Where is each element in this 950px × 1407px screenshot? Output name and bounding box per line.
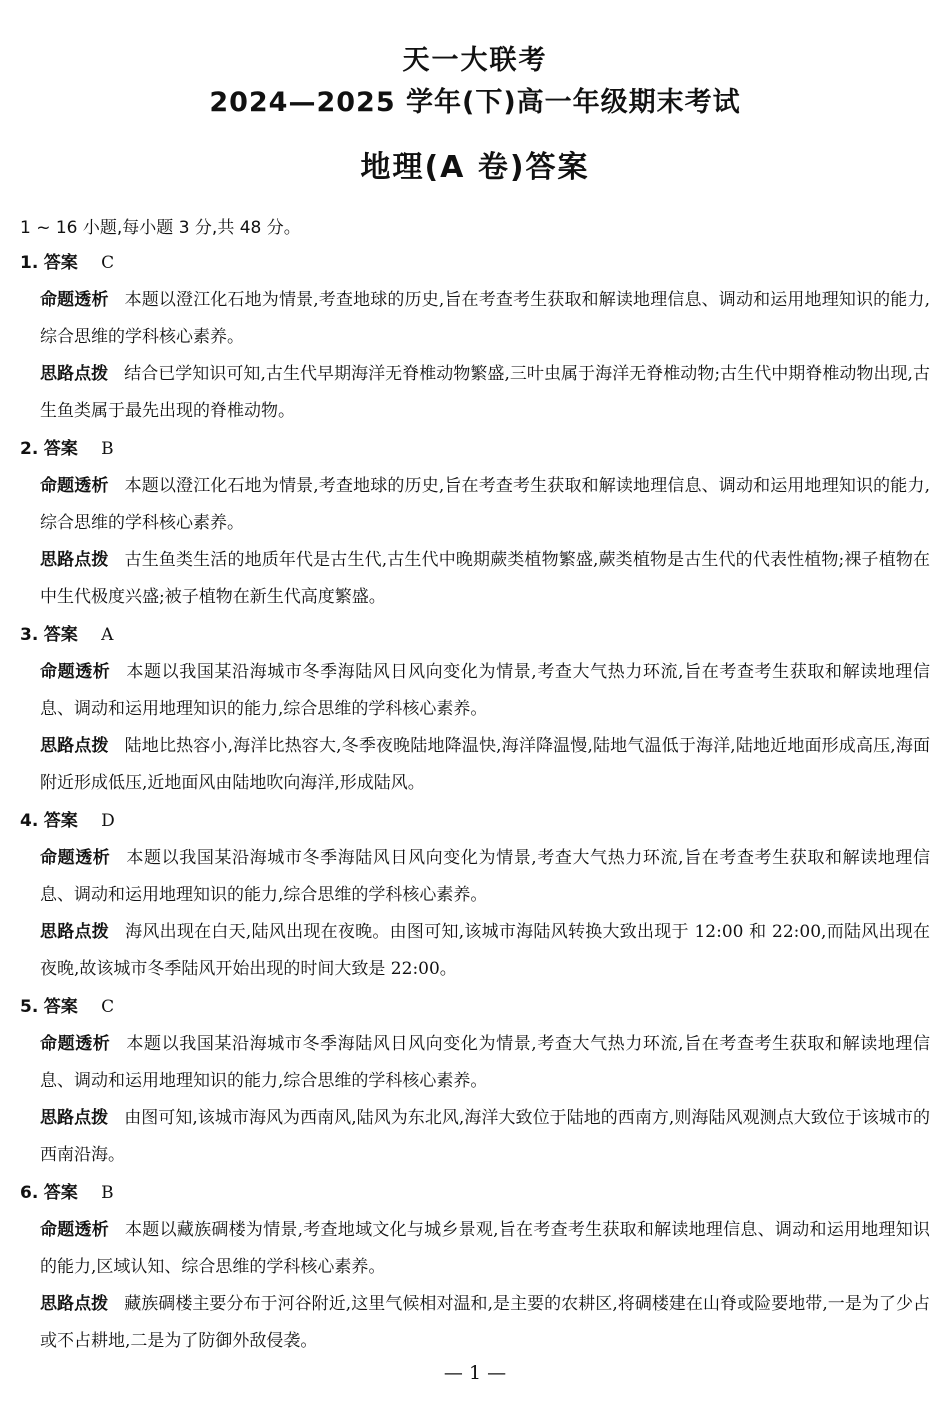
answer-line bbox=[20, 803, 930, 840]
answer-label: 答案 bbox=[43, 253, 78, 273]
question-block-6 bbox=[20, 1175, 930, 1360]
analysis-text: 本题以澄江化石地为情景,考查地球的历史,旨在考查考生获取和解读地理信息、调动和运用地理知识的能力,综合思维的学科核心素养。 bbox=[40, 476, 931, 533]
hint-paragraph bbox=[40, 728, 930, 802]
analysis-paragraph bbox=[40, 1212, 930, 1286]
hint-label: 思路点拨 bbox=[40, 550, 109, 570]
hint-paragraph bbox=[40, 1286, 930, 1360]
analysis-label: 命题透析 bbox=[40, 290, 109, 310]
answer-line bbox=[20, 1175, 930, 1212]
exam-name-title: 2024—2025 学年(下)高一年级期末考试 bbox=[209, 87, 741, 118]
analysis-text: 本题以我国某沿海城市冬季海陆风日风向变化为情景,考查大气热力环流,旨在考查考生获取和解读地理信息、调动和运用地理知识的能力,综合思维的学科核心素养。 bbox=[40, 848, 930, 905]
answer-label: 答案 bbox=[43, 811, 78, 831]
hint-text: 结合已学知识可知,古生代早期海洋无脊椎动物繁盛,三叶虫属于海洋无脊椎动物;古生代中期脊椎动物出现,古生鱼类属于最先出现的脊椎动物。 bbox=[40, 364, 930, 421]
answer-label: 答案 bbox=[43, 439, 78, 459]
analysis-paragraph bbox=[40, 840, 930, 914]
analysis-label: 命题透析 bbox=[40, 1034, 111, 1054]
analysis-text: 本题以我国某沿海城市冬季海陆风日风向变化为情景,考查大气热力环流,旨在考查考生获取和解读地理信息、调动和运用地理知识的能力,综合思维的学科核心素养。 bbox=[40, 1034, 930, 1091]
answer-line bbox=[20, 245, 930, 282]
hint-paragraph bbox=[40, 1100, 930, 1174]
question-block-5 bbox=[20, 989, 930, 1174]
hint-text: 由图可知,该城市海风为西南风,陆风为东北风,海洋大致位于陆地的西南方,则海陆风观测点大致位于该城市的西南沿海。 bbox=[40, 1108, 930, 1165]
question-number: 3. bbox=[20, 625, 39, 645]
answer-line bbox=[20, 989, 930, 1026]
hint-label: 思路点拨 bbox=[40, 736, 109, 756]
question-block-3 bbox=[20, 617, 930, 802]
analysis-label: 命题透析 bbox=[40, 848, 111, 868]
hint-text: 海风出现在白天,陆风出现在夜晚。由图可知,该城市海陆风转换大致出现于 12:00 和 22:00,而陆风出现在夜晚,故该城市冬季陆风开始出现的时间大致是 22:00。 bbox=[40, 922, 931, 979]
answer-value: C bbox=[101, 997, 115, 1017]
hint-text: 藏族碉楼主要分布于河谷附近,这里气候相对温和,是主要的农耕区,将碉楼建在山脊或险要地带,一是为了少占或不占耕地,二是为了防御外敌侵袭。 bbox=[40, 1294, 930, 1351]
question-block-2 bbox=[20, 431, 930, 616]
question-number: 6. bbox=[20, 1183, 39, 1203]
hint-paragraph bbox=[40, 356, 930, 430]
analysis-paragraph bbox=[40, 282, 930, 356]
hint-label: 思路点拨 bbox=[40, 922, 110, 942]
answer-value: C bbox=[101, 253, 115, 273]
hint-text: 古生鱼类生活的地质年代是古生代,古生代中晚期蕨类植物繁盛,蕨类植物是古生代的代表性植物;裸子植物在中生代极度兴盛;被子植物在新生代高度繁盛。 bbox=[40, 550, 930, 607]
exam-org-title: 天一大联考 bbox=[402, 45, 548, 76]
answer-value: B bbox=[101, 439, 114, 459]
analysis-paragraph bbox=[40, 654, 930, 728]
question-number: 4. bbox=[20, 811, 39, 831]
page-number: — 1 — bbox=[443, 1362, 507, 1384]
analysis-text: 本题以澄江化石地为情景,考查地球的历史,旨在考查考生获取和解读地理信息、调动和运用地理知识的能力,综合思维的学科核心素养。 bbox=[40, 290, 931, 347]
hint-paragraph bbox=[40, 914, 930, 988]
hint-label: 思路点拨 bbox=[40, 1108, 109, 1128]
answer-value: B bbox=[101, 1183, 114, 1203]
section-intro: 1 ~ 16 小题,每小题 3 分,共 48 分。 bbox=[20, 218, 301, 238]
answer-value: A bbox=[101, 625, 114, 645]
hint-text: 陆地比热容小,海洋比热容大,冬季夜晚陆地降温快,海洋降温慢,陆地气温低于海洋,陆地近地面形成高压,海面附近形成低压,近地面风由陆地吹向海洋,形成陆风。 bbox=[40, 736, 931, 793]
analysis-text: 本题以藏族碉楼为情景,考查地域文化与城乡景观,旨在考查考生获取和解读地理信息、调动和运用地理知识的能力,区域认知、综合思维的学科核心素养。 bbox=[40, 1220, 931, 1277]
subject-title: 地理(A 卷)答案 bbox=[360, 150, 590, 185]
hint-label: 思路点拨 bbox=[40, 364, 109, 384]
hint-paragraph bbox=[40, 542, 930, 616]
analysis-label: 命题透析 bbox=[40, 1220, 110, 1240]
answer-line bbox=[20, 617, 930, 654]
answer-value: D bbox=[101, 811, 115, 831]
question-block-4 bbox=[20, 803, 930, 988]
question-number: 5. bbox=[20, 997, 39, 1017]
answer-label: 答案 bbox=[43, 625, 78, 645]
analysis-label: 命题透析 bbox=[40, 662, 111, 682]
question-number: 1. bbox=[20, 253, 39, 273]
question-number: 2. bbox=[20, 439, 39, 459]
analysis-paragraph bbox=[40, 468, 930, 542]
answer-label: 答案 bbox=[43, 1183, 78, 1203]
answer-label: 答案 bbox=[43, 997, 78, 1017]
question-block-1 bbox=[20, 245, 930, 430]
hint-label: 思路点拨 bbox=[40, 1294, 109, 1314]
analysis-text: 本题以我国某沿海城市冬季海陆风日风向变化为情景,考查大气热力环流,旨在考查考生获取和解读地理信息、调动和运用地理知识的能力,综合思维的学科核心素养。 bbox=[40, 662, 930, 719]
answer-line bbox=[20, 431, 930, 468]
analysis-label: 命题透析 bbox=[40, 476, 109, 496]
analysis-paragraph bbox=[40, 1026, 930, 1100]
